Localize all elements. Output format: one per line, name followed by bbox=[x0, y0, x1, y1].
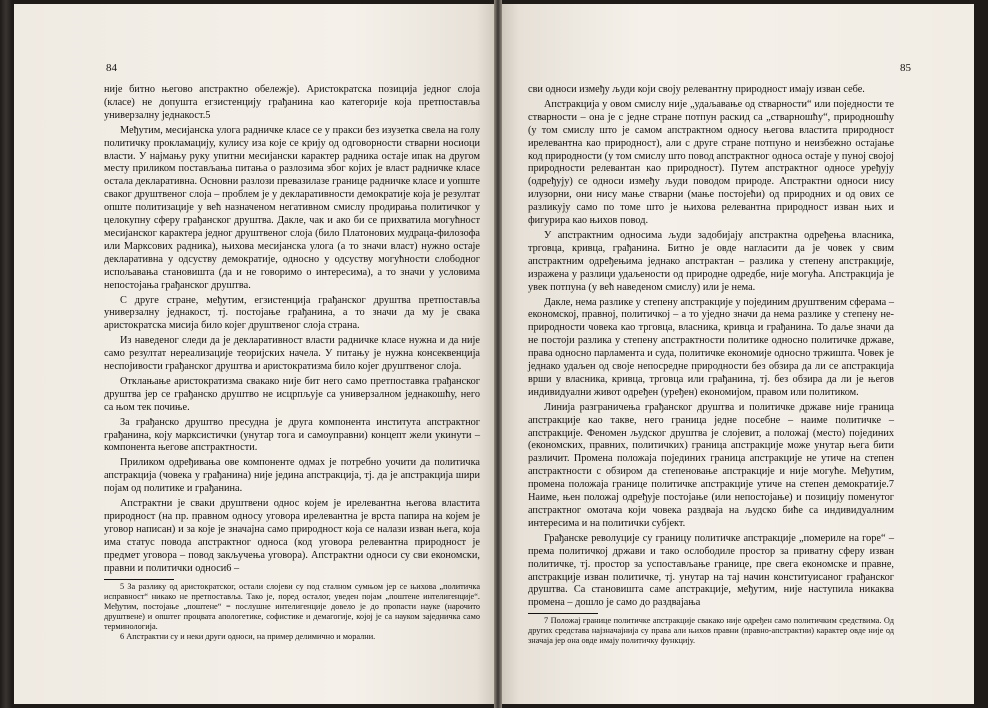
left-page bbox=[14, 4, 496, 704]
right-paragraph-5: Линија разграничења грађанског друштва и политичке државе није граница апстракције као такве, него граница једне посебне – наиме политичке – апстракције. Феномен људског друштва је слојевит, а положај (место) појединих (економских, правних, политичких) граница апстракције може унутар њега бити различит. Промена положаја појединих граница апстракције не утиче на степен апстрактности с обзиром да степеновање апстракције и није могуће. Међутим, промена положаја границе политичке апстракције утиче на степен демократије.7 Наиме, њен положај одређује постојање (или непостојање) и позицију поменутог апстрактног омотача који човека раздваја на људско биће са индивидуалним интересима и на политички субјект. bbox=[528, 401, 894, 529]
right-paragraph-2: Апстракција у овом смислу није „удаљавање од стварности“ или поједности те стварности – она је с једне стране потпун раскид са „стварношћу“, природношћу (у том смислу што је самом апстрактном односу његова властита природност ирелевантна као природност), али с друге стране потпуно и неизбежно остајање код природности (у том смислу што повод апстрактног односа остаје у пуној својој природности релевантан као природност). Путем апстрактног односе уређују (одређују) се односи између људи поводом природе. Апстрактни односи нису илузорни, они нису мање стварни (мање постојећи) од природних и од ових се разликују само по томе што је њихова релевантна природност изван њих и фигурира као њихов повод. bbox=[528, 98, 894, 227]
left-page-number: 84 bbox=[106, 62, 117, 74]
footnote-7: 7 Положај границе политичке апстракције свакако није одређен само политичким средствима. Од других средстава најзначајнија су права али њихов правни (правно-апстрактни) карактер овде није од значаја јер она овде имају политичку функцију. bbox=[528, 616, 894, 646]
left-footnote-rule bbox=[104, 579, 174, 580]
left-paragraph-6: За грађанско друштво пресудна је друга компонента института апстрактног грађанина, коју марксистички (унутар тога и самоуправни) концепт жели укинути – компонента његове апстрактности. bbox=[104, 416, 480, 454]
left-paragraph-7: Приликом одређивања ове компоненте одмах је потребно уочити да политичка апстракција (човека у грађанина) није једина апстракција, тј. да је апстракција шири појам од политике и грађанина. bbox=[104, 457, 480, 495]
left-paragraph-2: Међутим, месијанска улога радничке класе се у пракси без изузетка свела на голу политичку прокламацију, кулису иза које се крију од одговорности стварни носиоци власти. У најмању руку упитни месијански карактер радника остаје ипак на другом месту приликом постављања питања о разлозима због којих је власт радничке класе остала декларативна. Основни разлози превазилазе границе радничке класе и уопште сваког друштвеног слоја – проблем је у декларативности демократије која је резултат опште политизације у већ назначеном негативном смислу продирања политичког у целокупну сферу грађанског друштва. Дакле, чак и ако би се прихватила могућност месијанског карактера једног друштвеног слоја (било Платонових мудраца-филозофа или Марксових радника), њихова месијанска улога (а то значи власт) нужно остаје декларативна у одсуству демократије, односно у одсуству могућности слободног испољавања становишта (да и не говоримо о интересима), а то значи у условима непостојања грађанског друштва. bbox=[104, 124, 480, 291]
right-paragraph-6: Грађанске револуције су границу политичке апстракције „помериле на горе“ – према политичкој држави и тако ослободиле простор за приватну сферу изван политичке, тј. простор за успостављање границе, пре свега економске и правне, апстракције изван политичке, тј. унутар на тај начин конституисаног грађанског друштва. Са становишта саме апстракције, међутим, није наступила никаква промена – дошло је само до раздвајања bbox=[528, 532, 894, 609]
footnote-6: 6 Апстрактни су и неки други односи, на пример делимично и морални. bbox=[120, 631, 376, 641]
book-gutter bbox=[494, 0, 502, 708]
footnote-5: 5 За разлику од аристократског, остали слојеви су под сталном сумњом јер се њихова „политичка исправност“ никако не претпоставља. Тако је, поред осталог, уведен појам „поштене интелигенције“. Међутим, постојање „поштене“ = послушне интелигенције довело је до пропасти науке (нарочито друштвене) и општег процвата апологетике, софистике и демагогије, којој је са науком заједничка само терминологија. bbox=[104, 581, 480, 631]
right-page-text bbox=[528, 84, 894, 646]
left-page-text bbox=[104, 84, 480, 642]
right-paragraph-3: У апстрактним односима људи задобијају апстрактна одређења власника, трговца, кривца, грађанина. Битно је овде нагласити да је човек у свим апстрактним одређењима једнако апстрактан – разлика у степену апстракције, изражена у разлици удаљености од природне одредбе, није могућа. Апстракција је увек потпуна (у већ наведеном смислу) или је нема. bbox=[528, 229, 894, 293]
left-paragraph-4: Из наведеног следи да је декларативност власти радничке класе нужна и да није само резултат нереализације теоријских начела. У питању је нужна консеквенција неспојивости грађанског друштва и аристократизма било којег друштвеног слоја. bbox=[104, 335, 480, 373]
right-page-number: 85 bbox=[900, 62, 911, 74]
left-paragraph-5: Отклањање аристократизма свакако није бит него само претпоставка грађанског друштва јер се грађанско друштво не исцрпљује са универзалном једнакошћу, него са њом тек почиње. bbox=[104, 375, 480, 413]
right-paragraph-4: Дакле, нема разлике у степену апстракције у појединим друштвеним сферама – економској, правној, политичкој – а то уједно значи да нема разлике у степену не-природности човека као трговца, власника, кривца и грађанина. То даље значи да не постоји разлика у степену апстрактности политике односно политичке државе, права односно парламента и суда, политичке економије односно тржишта. Човек је једнако удаљен од своје непосредне природности без обзира да ли се апстракција врши у власника, кривца, трговца или грађанина, тј. без обзира да ли је његов индивидуални живот одређен (уређен) економијом, правом или политиком. bbox=[528, 296, 894, 398]
right-footnote-rule bbox=[528, 613, 598, 614]
left-footnotes bbox=[104, 582, 480, 642]
right-footnotes bbox=[528, 616, 894, 646]
left-paragraph-8: Апстрактни је сваки друштвени однос којем је ирелевантна његова властита природност (на пр. правном односу уговора ирелевантна је врста папира на којем је уговор написан) и за које је значајна само природност која се налази изван њега, која има статус повода апстрактног односа (код уговора релевантна природност је предмет уговора – повод закључења уговора). Апстрактни односи су сви економски, правни и политички односи6 – bbox=[104, 498, 480, 574]
left-paragraph-3: С друге стране, међутим, егзистенција грађанског друштва претпоставља универзалну једнакост, тј. постојање грађанина, а то значи да му је свака аристократска мисија било којег друштвеног слоја страна. bbox=[104, 294, 480, 332]
right-paragraph-1: сви односи између људи који своју релевантну природност имају изван себе. bbox=[528, 84, 865, 95]
right-page bbox=[500, 4, 974, 704]
left-paragraph-1: није битно његово апстрактно обележје). Аристократска позиција једног слоја (класе) не допушта егзистенцију грађанина као категорије која претпоставља универзалну једнакост.5 bbox=[104, 84, 480, 121]
